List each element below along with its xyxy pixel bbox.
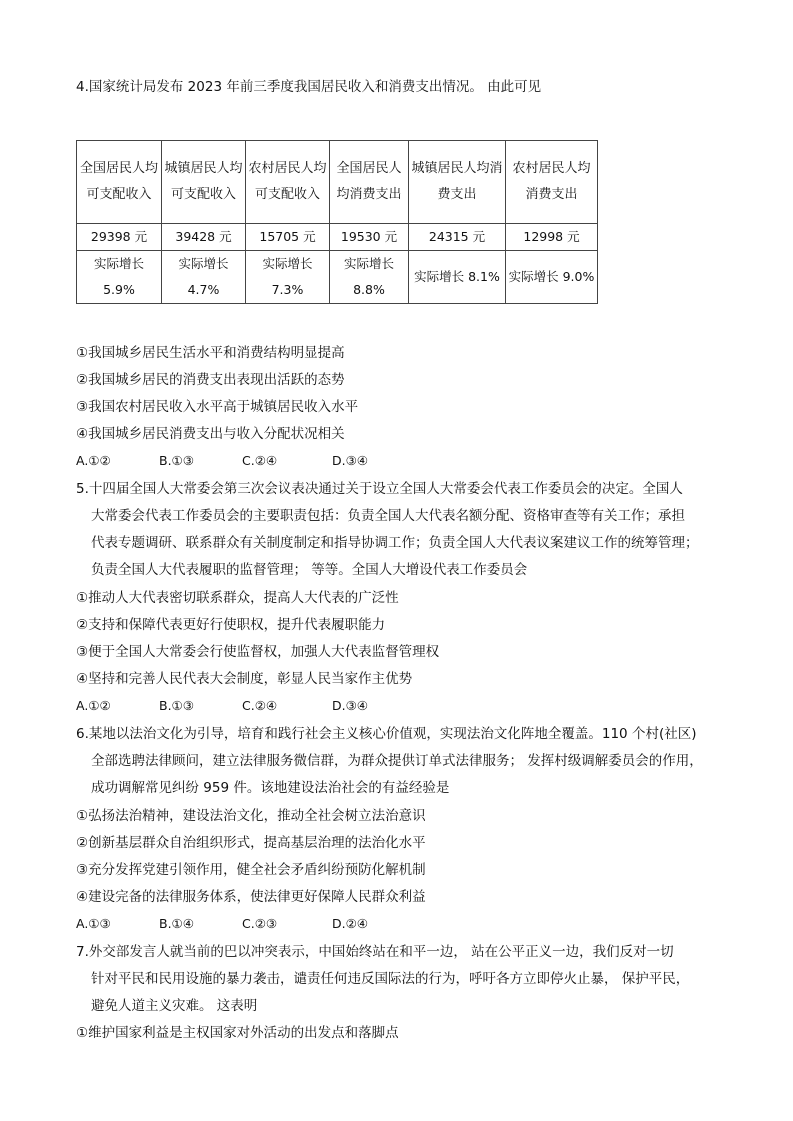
table-header-cell: 全国居民人均可支配收入 xyxy=(77,141,162,224)
table-header-cell: 城镇居民人均消费支出 xyxy=(409,141,506,224)
table-header-cell: 农村居民人均消费支出 xyxy=(506,141,598,224)
choice-d: D.③④ xyxy=(332,453,369,468)
q4-title: 4.国家统计局发布 2023 年前三季度我国居民收入和消费支出情况。 由此可见 xyxy=(76,79,542,95)
q5-choices xyxy=(76,697,368,715)
table-growth-cell: 实际增长 9.0% xyxy=(506,251,598,304)
q6-option-4: ④建设完备的法律服务体系，使法律更好保障人民群众利益 xyxy=(76,889,426,905)
q4-option-3: ③我国农村居民收入水平高于城镇居民收入水平 xyxy=(76,399,359,415)
table-value-cell: 29398 元 xyxy=(77,224,162,251)
table-growth-row xyxy=(77,251,598,304)
q5-option-1: ①推动人大代表密切联系群众，提高人大代表的广泛性 xyxy=(76,590,399,606)
q6-stem-line-2: 全部选聘法律顾问，建立法律服务微信群，为群众提供订单式法律服务； 发挥村级调解委员会的作用， xyxy=(91,753,703,769)
table-growth-cell: 实际增长 5.9% xyxy=(77,251,162,304)
table-growth-cell: 实际增长 8.1% xyxy=(409,251,506,304)
q4-option-1: ①我国城乡居民生活水平和消费结构明显提高 xyxy=(76,345,345,361)
table-value-row xyxy=(77,224,598,251)
q6-choices xyxy=(76,915,368,933)
choice-c: C.②④ xyxy=(242,698,278,713)
q6-option-1: ①弘扬法治精神，建设法治文化，推动全社会树立法治意识 xyxy=(76,808,426,824)
table-growth-cell: 实际增长 7.3% xyxy=(246,251,330,304)
choice-c: C.②③ xyxy=(242,916,278,931)
q5-stem-line-4: 负责全国人大代表履职的监督管理； 等等。全国人大增设代表工作委员会 xyxy=(91,562,528,578)
q4-option-4: ④我国城乡居民消费支出与收入分配状况相关 xyxy=(76,426,345,442)
choice-a: A.①③ xyxy=(76,916,111,931)
q7-stem-line-2: 针对平民和民用设施的暴力袭击，谴责任何违反国际法的行为，呼吁各方立即停火止暴， 保护平民， xyxy=(91,971,690,987)
q6-option-3: ③充分发挥党建引领作用，健全社会矛盾纠纷预防化解机制 xyxy=(76,862,426,878)
choice-d: D.③④ xyxy=(332,698,369,713)
q7-option-1: ①维护国家利益是主权国家对外活动的出发点和落脚点 xyxy=(76,1025,399,1041)
income-consumption-table xyxy=(76,140,598,304)
q4-choices xyxy=(76,452,368,470)
q4-option-2: ②我国城乡居民的消费支出表现出活跃的态势 xyxy=(76,372,345,388)
q6-stem-line-1: 6.某地以法治文化为引导，培育和践行社会主义核心价值观，实现法治文化阵地全覆盖。110 个村(社区) xyxy=(76,726,697,742)
q5-stem-line-2: 大常委会代表工作委员会的主要职责包括：负责全国人大代表名额分配、资格审查等有关工作；承担 xyxy=(91,508,685,524)
choice-d: D.②④ xyxy=(332,916,369,931)
q5-stem-line-1: 5.十四届全国人大常委会第三次会议表决通过关于设立全国人大常委会代表工作委员会的决定。全国人 xyxy=(76,481,683,497)
q5-option-4: ④坚持和完善人民代表大会制度，彰显人民当家作主优势 xyxy=(76,671,413,687)
choice-b: B.①③ xyxy=(159,453,194,468)
choice-c: C.②④ xyxy=(242,453,278,468)
choice-a: A.①② xyxy=(76,453,111,468)
table-value-cell: 15705 元 xyxy=(246,224,330,251)
table-value-cell: 24315 元 xyxy=(409,224,506,251)
choice-a: A.①② xyxy=(76,698,111,713)
table-header-row xyxy=(77,141,598,224)
q6-stem-line-3: 成功调解常见纠纷 959 件。该地建设法治社会的有益经验是 xyxy=(91,780,450,796)
table-header-cell: 农村居民人均可支配收入 xyxy=(246,141,330,224)
table-header-cell: 全国居民人均消费支出 xyxy=(330,141,409,224)
table-value-cell: 12998 元 xyxy=(506,224,598,251)
q5-option-2: ②支持和保障代表更好行使职权，提升代表履职能力 xyxy=(76,617,386,633)
choice-b: B.①③ xyxy=(159,698,194,713)
q5-option-3: ③便于全国人大常委会行使监督权，加强人大代表监督管理权 xyxy=(76,644,440,660)
q7-stem-line-1: 7.外交部发言人就当前的巴以冲突表示，中国始终站在和平一边， 站在公平正义一边，我们反对一切 xyxy=(76,944,674,960)
table-growth-cell: 实际增长 8.8% xyxy=(330,251,409,304)
table-value-cell: 39428 元 xyxy=(162,224,246,251)
q6-option-2: ②创新基层群众自治组织形式，提高基层治理的法治化水平 xyxy=(76,835,426,851)
choice-b: B.①④ xyxy=(159,916,194,931)
q7-stem-line-3: 避免人道主义灾难。 这表明 xyxy=(91,998,258,1014)
table-value-cell: 19530 元 xyxy=(330,224,409,251)
table-header-cell: 城镇居民人均可支配收入 xyxy=(162,141,246,224)
table-growth-cell: 实际增长 4.7% xyxy=(162,251,246,304)
q5-stem-line-3: 代表专题调研、联系群众有关制度制定和指导协调工作；负责全国人大代表议案建议工作的统筹管理； xyxy=(91,535,699,551)
